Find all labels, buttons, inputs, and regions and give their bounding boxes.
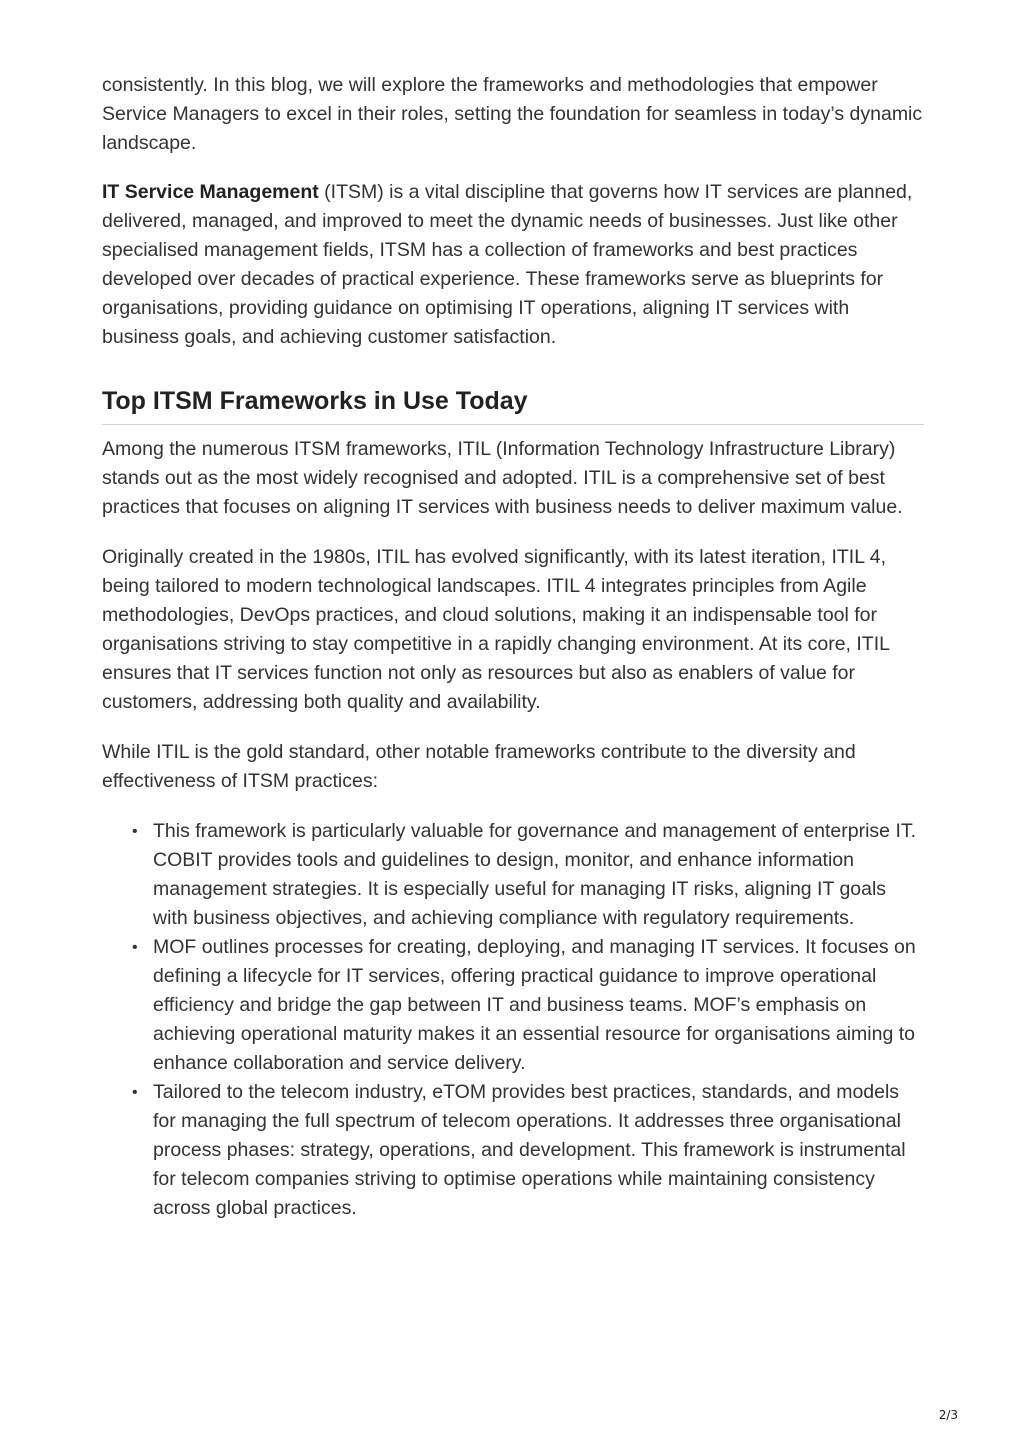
other-frameworks-paragraph: While ITIL is the gold standard, other notable frameworks contribute to the diversity and effectiveness of ITSM practices:: [102, 741, 856, 792]
section-heading: Top ITSM Frameworks in Use Today: [102, 385, 924, 425]
list-item-etom: [132, 1078, 924, 1223]
itil-overview-paragraph: Among the numerous ITSM frameworks, ITIL (Information Technology Infrastructure Library) stands out as the most widely recognised and adopted. ITIL is a comprehensive set of best practices that focuses on aligning IT services with business needs to deliver maximum value.: [102, 438, 903, 518]
itsm-paragraph-text: (ITSM) is a vital discipline that governs how IT services are planned, delivered, managed, and improved to meet the dynamic needs of businesses. Just like other specialised management fields, ITSM has a collection of frameworks and best practices developed over decades of practical experience. These frameworks serve as blueprints for organisations, providing guidance on optimising IT operations, aligning IT services with business goals, and achieving customer satisfaction.: [102, 181, 913, 348]
list-item-cobit: [132, 817, 924, 933]
itil-history-paragraph: Originally created in the 1980s, ITIL has evolved significantly, with its latest iteration, ITIL 4, being tailored to modern technological landscapes. ITIL 4 integrates principles from Agile methodologies, DevOps practices, and cloud solutions, making it an indispensable tool for organisations striving to stay competitive in a rapidly changing environment. At its core, ITIL ensures that IT services function not only as resources but also as enablers of value for customers, addressing both quality and availability.: [102, 546, 890, 713]
bullet-icon: •: [132, 823, 138, 840]
bullet-icon: •: [132, 1084, 138, 1101]
intro-paragraph: consistently. In this blog, we will explore the frameworks and methodologies that empower Service Managers to excel in their roles, setting the foundation for seamless in today’s dynamic landscape.: [102, 74, 923, 154]
itsm-paragraph: [102, 178, 924, 352]
list-item-text: MOF outlines processes for creating, deploying, and managing IT services. It focuses on defining a lifecycle for IT services, offering practical guidance to improve operational efficiency and bridge the gap between IT and business teams. MOF’s emphasis on achieving operational maturity makes it an essential resource for organisations aiming to enhance collaboration and service delivery.: [153, 936, 916, 1074]
list-item-text: Tailored to the telecom industry, eTOM provides best practices, standards, and models for managing the full spectrum of telecom operations. It addresses three organisational process phases: strategy, operations, and development. This framework is instrumental for telecom companies striving to optimise operations while maintaining consistency across global practices.: [153, 1081, 906, 1219]
document-body: [102, 71, 924, 1223]
list-item-mof: [132, 933, 924, 1078]
list-item-text: This framework is particularly valuable for governance and management of enterprise IT. COBIT provides tools and guidelines to design, monitor, and enhance information management strategies. It is especially useful for managing IT risks, aligning IT goals with business objectives, and achieving compliance with regulatory requirements.: [153, 820, 917, 929]
frameworks-list: [102, 817, 924, 1223]
section-body: [102, 435, 924, 1223]
page-number: 2/3: [938, 1408, 958, 1422]
itsm-term: IT Service Management: [102, 181, 319, 203]
bullet-icon: •: [132, 939, 138, 956]
